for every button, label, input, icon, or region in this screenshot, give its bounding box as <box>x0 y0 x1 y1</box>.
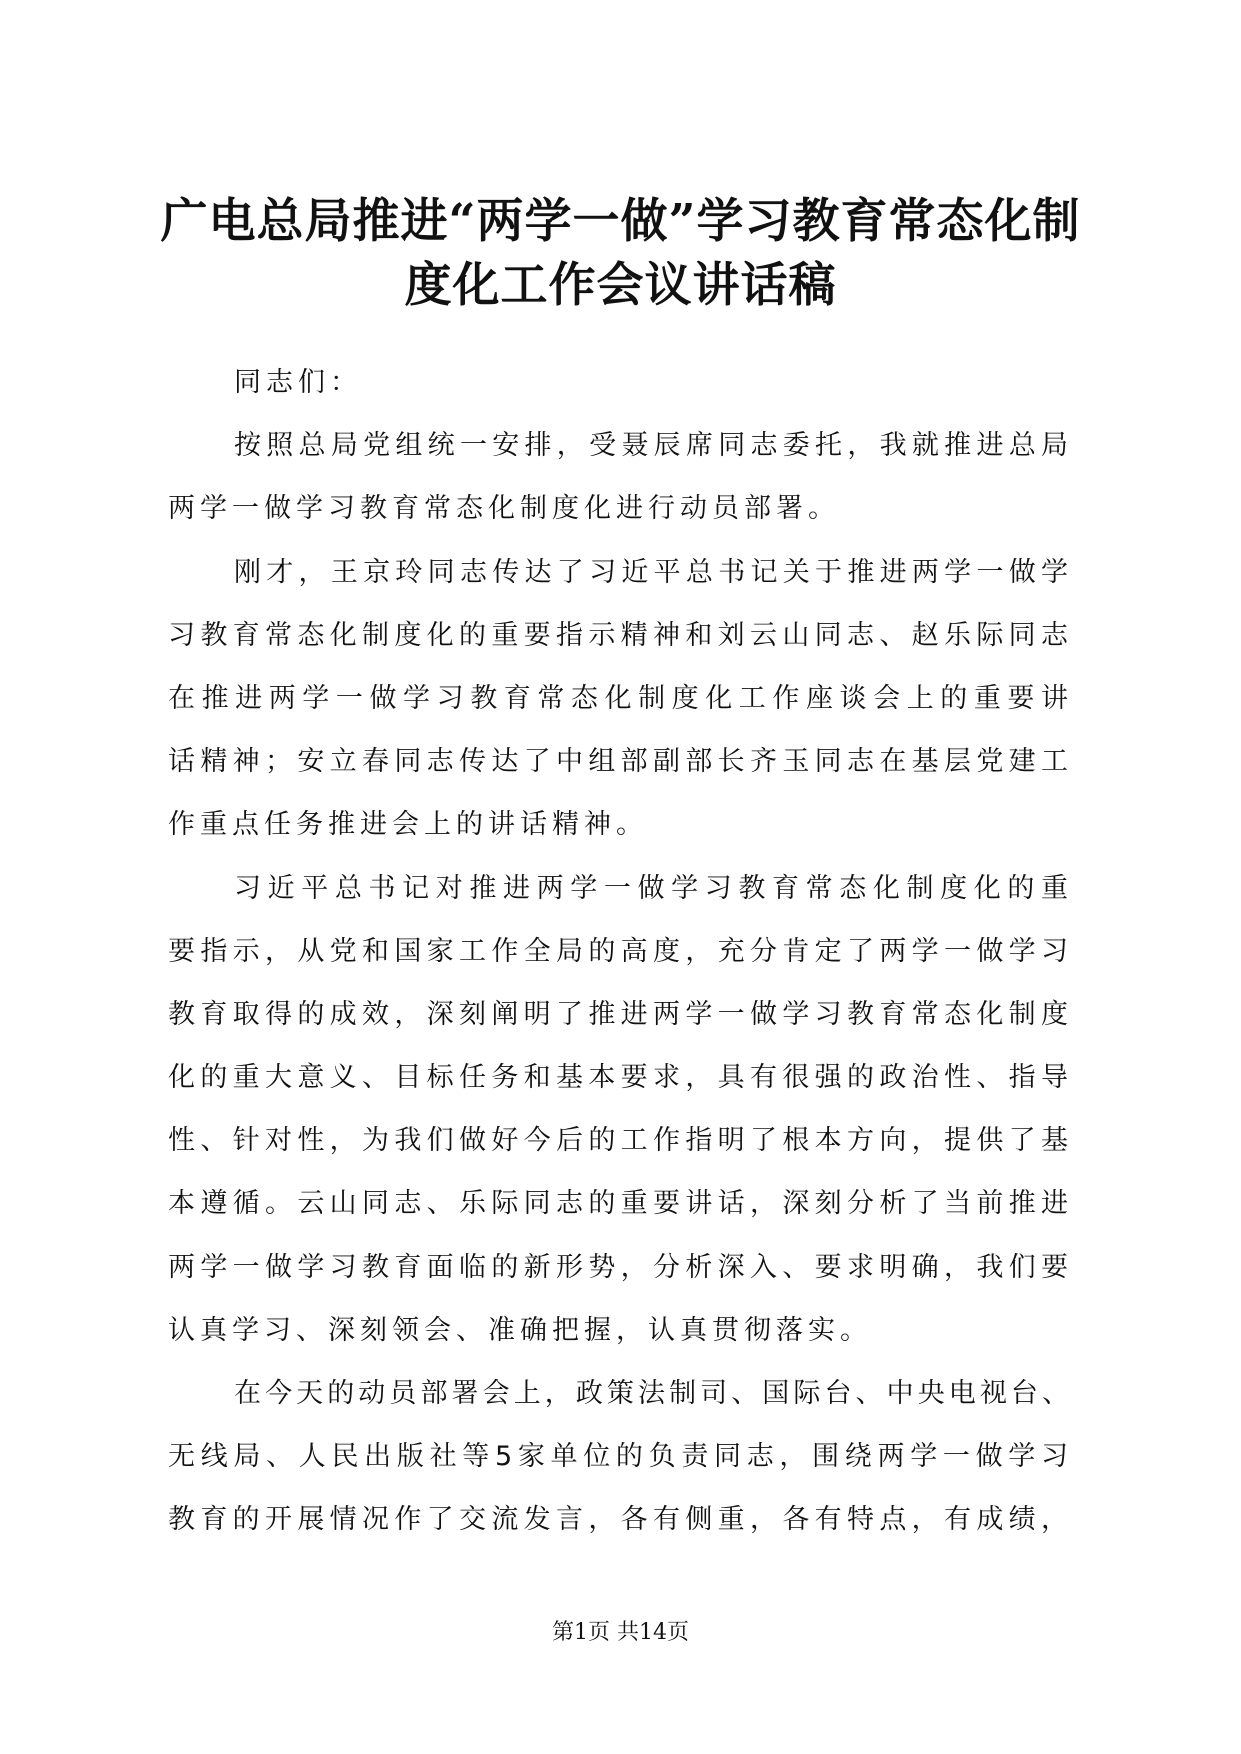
paragraph-line: 在今天的动员部署会上，政策法制司、国际台、中央电视台、 <box>234 1378 1073 1409</box>
paragraph-line: 化的重大意义、目标任务和基本要求，具有很强的政治性、指导 <box>168 1062 1073 1094</box>
salutation: 同志们： <box>234 367 362 398</box>
title-line-1: 广电总局推进“两学一做”学习教育常态化制 <box>160 194 1081 249</box>
paragraph-line: 教育取得的成效，深刻阐明了推进两学一做学习教育常态化制度 <box>168 998 1073 1030</box>
paragraph-line: 两学一做学习教育面临的新形势，分析深入、要求明确，我们要 <box>168 1251 1073 1283</box>
title-line-2: 度化工作会议讲话稿 <box>404 258 837 313</box>
paragraph-line: 本遵循。云山同志、乐际同志的重要讲话，深刻分析了当前推进 <box>168 1188 1073 1220</box>
paragraph-line: 习教育常态化制度化的重要指示精神和刘云山同志、赵乐际同志 <box>168 619 1073 651</box>
paragraph-line: 无线局、人民出版社等5家单位的负责同志，围绕两学一做学习 <box>168 1441 1073 1473</box>
paragraph-line: 习近平总书记对推进两学一做学习教育常态化制度化的重 <box>234 872 1073 904</box>
paragraph-line: 作重点任务推进会上的讲话精神。 <box>168 809 648 841</box>
paragraph-line: 在推进两学一做学习教育常态化制度化工作座谈会上的重要讲 <box>168 682 1073 714</box>
page-footer <box>0 1618 1241 1648</box>
paragraph-line: 性、针对性，为我们做好今后的工作指明了根本方向，提供了基 <box>168 1125 1073 1157</box>
page-number-label: 第1页 共14页 <box>552 1620 689 1645</box>
document-title <box>150 190 1091 318</box>
paragraph-line: 话精神；安立春同志传达了中组部副部长齐玉同志在基层党建工 <box>168 746 1073 778</box>
paragraph-line: 按照总局党组统一安排，受聂辰席同志委托，我就推进总局 <box>234 430 1073 462</box>
paragraph-line: 两学一做学习教育常态化制度化进行动员部署。 <box>168 493 840 525</box>
document-body <box>168 351 1073 1552</box>
paragraph-line: 要指示，从党和国家工作全局的高度，充分肯定了两学一做学习 <box>168 935 1073 967</box>
paragraph-line: 教育的开展情况作了交流发言，各有侧重，各有特点，有成绩， <box>168 1504 1073 1536</box>
paragraph-line: 认真学习、深刻领会、准确把握，认真贯彻落实。 <box>168 1314 872 1346</box>
paragraph-line: 刚才，王京玲同志传达了习近平总书记关于推进两学一做学 <box>234 556 1073 588</box>
